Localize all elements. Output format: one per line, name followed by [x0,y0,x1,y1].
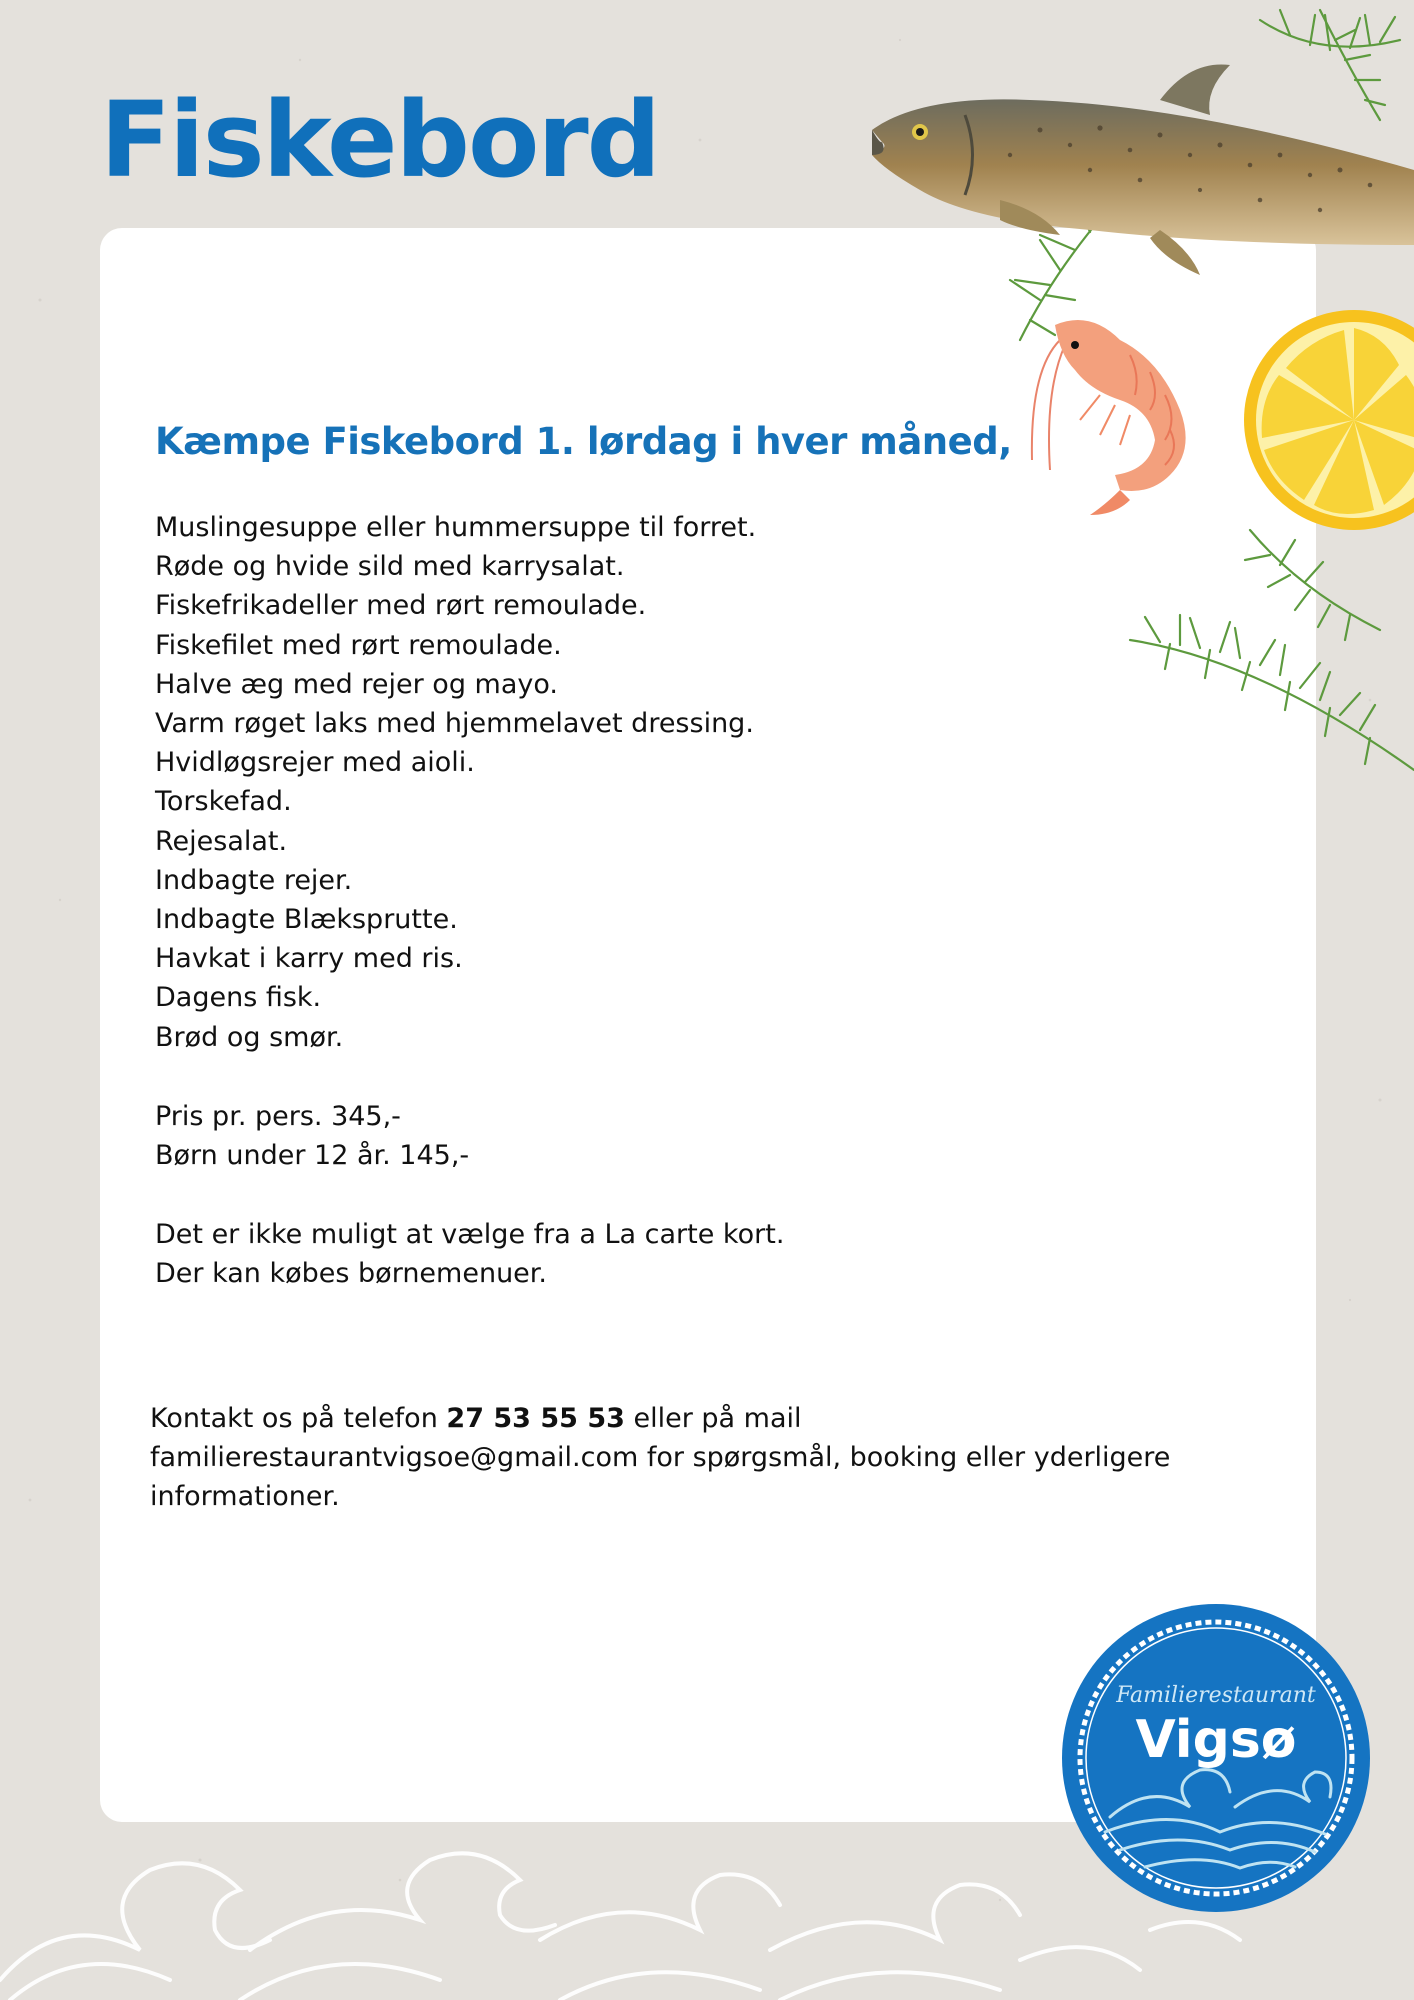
note-line: Det er ikke muligt at vælge fra a La carte kort. [155,1219,785,1250]
price-child: Børn under 12 år. 145,- [155,1140,470,1172]
logo-script-text: Familierestaurant [1116,1683,1316,1708]
menu-item: Rejesalat. [155,825,288,857]
menu-item: Havkat i karry med ris. [155,943,463,975]
restaurant-logo [1060,1602,1372,1914]
contact-email-line[interactable]: familierestaurantvigsoe@gmail.com for spørgsmål, booking eller yderligere [150,1442,1171,1474]
dill-sprig-lower-icon [1120,520,1414,820]
menu-item: Varm røget laks med hjemmelavet dressing. [155,708,754,740]
salmon-illustration-icon [860,60,1414,310]
menu-heading: Kæmpe Fiskebord 1. lørdag i hver måned, [155,420,1012,463]
page-title: Fiskebord [100,79,660,201]
menu-item: Indbagte rejer. [155,864,353,896]
menu-list [155,508,756,1057]
price-block [155,1097,469,1175]
notes-block [155,1215,784,1293]
menu-item: Dagens fisk. [155,982,322,1014]
menu-item: Brød og smør. [155,1021,344,1053]
contact-suffix: informationer. [150,1481,340,1513]
contact-prefix: Kontakt os på telefon [150,1403,438,1434]
menu-item: Fiskefilet med rørt remoulade. [155,629,562,661]
lemon-slice-icon [1234,310,1414,540]
menu-item: Halve æg med rejer og mayo. [155,668,558,700]
menu-item: Muslingesuppe eller hummersuppe til forret. [155,512,757,543]
phone-number[interactable]: 27 53 55 53 [446,1403,625,1434]
price-adult: Pris pr. pers. 345,- [155,1101,401,1132]
contact-middle: eller på mail [633,1403,802,1434]
shrimp-illustration-icon [1020,300,1230,530]
menu-item: Torskefad. [155,786,292,818]
menu-item: Indbagte Blæksprutte. [155,904,458,936]
menu-item: Fiskefrikadeller med rørt remoulade. [155,590,647,622]
logo-name: Vigsø [1135,1710,1297,1770]
menu-item: Hvidløgsrejer med aioli. [155,747,475,779]
contact-line-1 [150,1399,1260,1438]
menu-item: Røde og hvide sild med karrysalat. [155,551,625,583]
contact-block [150,1399,1260,1517]
note-line: Der kan købes børnemenuer. [155,1258,548,1290]
